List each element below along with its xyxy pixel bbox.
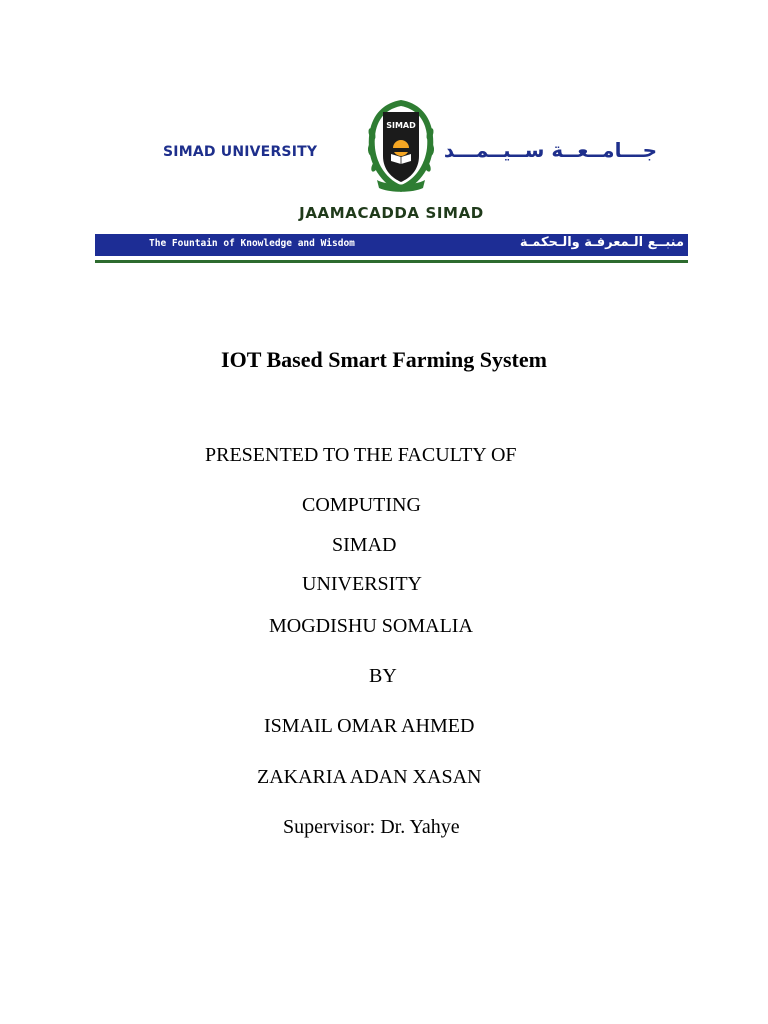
university-name-somali: JAAMACADDA SIMAD — [299, 204, 484, 222]
presented-to-line: PRESENTED TO THE FACULTY OF — [205, 444, 517, 466]
supervisor-line: Supervisor: Dr. Yahye — [283, 816, 460, 838]
motto-english: The Fountain of Knowledge and Wisdom — [149, 238, 355, 249]
by-line: BY — [369, 665, 397, 687]
motto-arabic: منبــع الـمعرفـة والـحكمـة — [519, 235, 684, 250]
author-name: ZAKARIA ADAN XASAN — [257, 766, 482, 788]
author-name: ISMAIL OMAR AHMED — [264, 715, 475, 737]
institution-line-1: SIMAD — [332, 534, 397, 556]
university-name-english: SIMAD UNIVERSITY — [163, 144, 318, 160]
svg-text:SIMAD: SIMAD — [386, 121, 416, 130]
university-header — [95, 92, 688, 266]
institution-line-2: UNIVERSITY — [302, 573, 422, 595]
motto-banner — [95, 234, 688, 256]
document-title: IOT Based Smart Farming System — [221, 347, 547, 372]
banner-divider — [95, 260, 688, 263]
university-seal-logo — [363, 98, 439, 194]
university-name-arabic: جـــامــعــة ســيــمـــد — [443, 138, 657, 162]
faculty-line: COMPUTING — [302, 494, 421, 516]
location-line: MOGDISHU SOMALIA — [269, 615, 473, 637]
